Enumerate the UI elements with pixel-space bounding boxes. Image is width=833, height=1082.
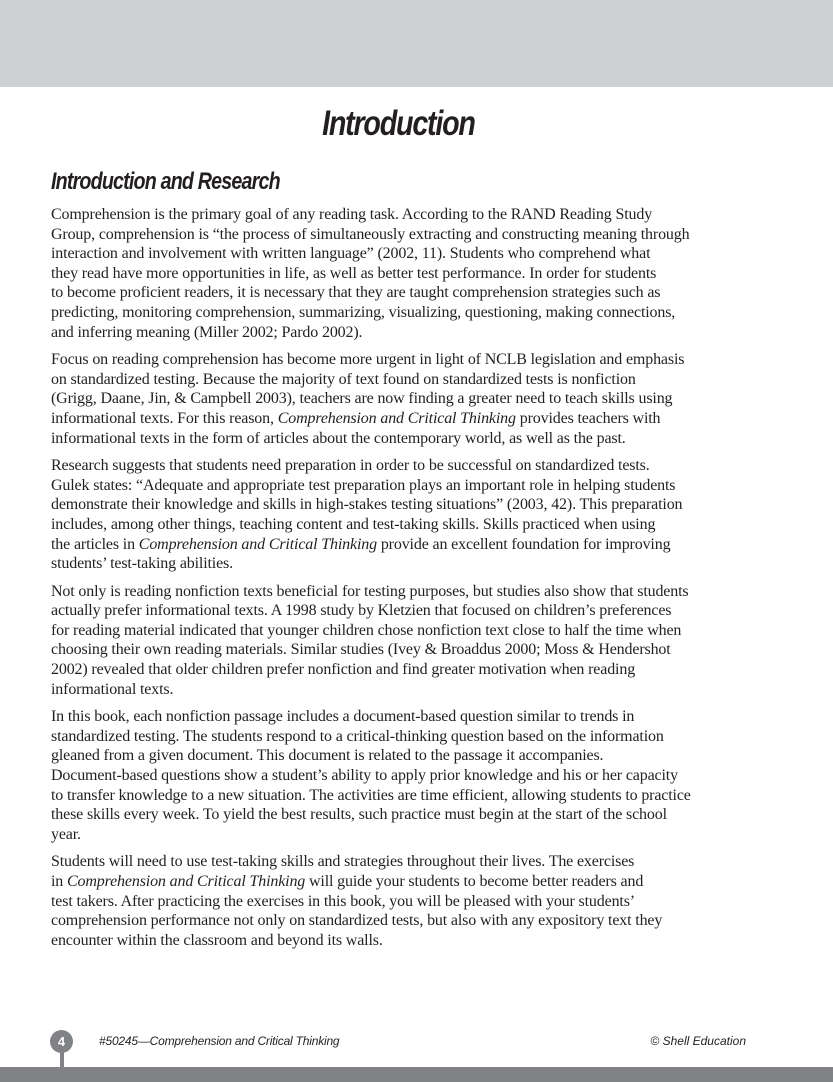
text-segment: students’ test-taking abilities. xyxy=(51,555,233,573)
text-line xyxy=(51,892,751,912)
text-line xyxy=(51,389,751,409)
text-line xyxy=(51,660,751,680)
text-segment: Not only is reading nonfiction texts beneficial for testing purposes, but studies also show that students xyxy=(51,582,689,600)
text-segment: in xyxy=(51,873,67,890)
paragraph xyxy=(51,852,751,950)
book-title-italic: Comprehension and Critical Thinking xyxy=(138,535,377,553)
text-segment: actually prefer informational texts. A 1998 study by Kletzien that focused on children’s preferences xyxy=(51,602,672,620)
text-segment: Research suggests that students need preparation in order to be successful on standardized tests. xyxy=(51,457,650,475)
text-line xyxy=(51,680,751,700)
paragraph xyxy=(51,456,751,574)
text-line xyxy=(51,872,751,892)
book-title-italic: Comprehension and Critical Thinking xyxy=(67,873,306,890)
text-line xyxy=(51,805,751,825)
text-line xyxy=(51,515,751,535)
paragraph xyxy=(51,350,751,448)
text-line xyxy=(51,746,751,766)
text-segment: provide an excellent foundation for improving xyxy=(376,535,671,553)
text-segment: interaction and involvement with written language” (2002, 11). Students who comprehend what xyxy=(51,245,651,263)
text-segment: on standardized testing. Because the majority of text found on standardized tests is nonfiction xyxy=(51,370,636,388)
text-line xyxy=(51,911,751,931)
text-line xyxy=(51,707,751,727)
header-band xyxy=(0,0,833,87)
text-segment: (Grigg, Daane, Jin, & Campbell 2003), teachers are now finding a greater need to teach skills using xyxy=(51,390,673,408)
footer-book-label: #50245—Comprehension and Critical Thinking xyxy=(99,1034,340,1048)
text-line xyxy=(51,476,751,496)
text-line xyxy=(51,640,751,660)
text-segment: they read have more opportunities in life, as well as better test performance. In order for students xyxy=(51,264,657,282)
text-segment: In this book, each nonfiction passage includes a document-based question similar to trends in xyxy=(51,708,635,726)
text-line xyxy=(51,283,751,303)
text-line xyxy=(51,554,751,574)
text-segment: Students will need to use test-taking skills and strategies throughout their lives. The exercises xyxy=(51,853,635,871)
text-segment: demonstrate their knowledge and skills in high-stakes testing situations” (2003, 42). This preparation xyxy=(51,496,683,514)
text-line xyxy=(51,786,751,806)
text-segment: includes, among other things, teaching content and test-taking skills. Skills practiced when using xyxy=(51,515,656,533)
text-line xyxy=(51,456,751,476)
footer-copyright: © Shell Education xyxy=(650,1034,746,1048)
text-segment: comprehension performance not only on standardized tests, but also with any expository text they xyxy=(51,912,663,930)
text-segment: test takers. After practicing the exercises in this book, you will be pleased with your students’ xyxy=(51,892,635,910)
text-segment: Gulek states: “Adequate and appropriate test preparation plays an important role in helping students xyxy=(51,476,676,494)
text-line xyxy=(51,429,751,449)
text-line xyxy=(51,370,751,390)
text-line xyxy=(51,825,751,845)
text-line xyxy=(51,495,751,515)
text-line xyxy=(51,727,751,747)
text-segment: provides teachers with xyxy=(515,409,661,427)
text-line xyxy=(51,931,751,951)
text-segment: informational texts. For this reason, xyxy=(51,409,278,427)
text-line xyxy=(51,766,751,786)
text-segment: Document-based questions show a student’s ability to apply prior knowledge and his or her capacity xyxy=(51,767,678,785)
text-line xyxy=(51,205,751,225)
text-line xyxy=(51,582,751,602)
text-segment: and inferring meaning (Miller 2002; Pardo 2002). xyxy=(51,323,363,341)
text-segment: for reading material indicated that younger children chose nonfiction text close to half the time when xyxy=(51,621,682,639)
text-segment: Group, comprehension is “the process of simultaneously extracting and constructing meaning through xyxy=(51,225,690,243)
text-segment: will guide your students to become better readers and xyxy=(305,873,644,890)
text-segment: 2002) revealed that older children prefer nonfiction and find greater motivation when reading xyxy=(51,661,636,679)
section-heading: Introduction and Research xyxy=(51,168,280,195)
text-line xyxy=(51,852,751,872)
text-segment: the articles in xyxy=(51,535,139,553)
text-segment: choosing their own reading materials. Similar studies (Ivey & Broaddus 2000; Moss & Hendershot xyxy=(51,641,671,659)
text-segment: standardized testing. The students respond to a critical-thinking question based on the information xyxy=(51,727,664,745)
text-segment: to become proficient readers, it is necessary that they are taught comprehension strategies such as xyxy=(51,284,661,302)
text-segment: predicting, monitoring comprehension, summarizing, visualizing, questioning, making connections, xyxy=(51,303,676,321)
text-segment: informational texts. xyxy=(51,680,174,698)
text-line xyxy=(51,601,751,621)
text-line xyxy=(51,303,751,323)
text-segment: Comprehension is the primary goal of any reading task. According to the RAND Reading Study xyxy=(51,206,653,223)
text-segment: informational texts in the form of articles about the contemporary world, as well as the past. xyxy=(51,429,626,447)
text-line xyxy=(51,409,751,429)
paragraph xyxy=(51,707,751,844)
paragraph xyxy=(51,582,751,700)
text-line xyxy=(51,323,751,343)
text-line xyxy=(51,244,751,264)
text-segment: year. xyxy=(51,825,81,843)
text-segment: gleaned from a given document. This document is related to the passage it accompanies. xyxy=(51,747,604,765)
text-segment: these skills every week. To yield the best results, such practice must begin at the start of the school xyxy=(51,806,667,824)
book-title-italic: Comprehension and Critical Thinking xyxy=(277,409,516,427)
text-line xyxy=(51,535,751,555)
text-line xyxy=(51,225,751,245)
page-number-badge: 4 xyxy=(50,1030,73,1053)
text-segment: encounter within the classroom and beyond its walls. xyxy=(51,931,383,949)
page-title: Introduction xyxy=(322,104,475,143)
body-text xyxy=(51,205,751,958)
text-line xyxy=(51,350,751,370)
text-line xyxy=(51,621,751,641)
text-segment: Focus on reading comprehension has become more urgent in light of NCLB legislation and emphasis xyxy=(51,351,685,369)
text-segment: to transfer knowledge to a new situation. The activities are time efficient, allowing students to practice xyxy=(51,786,691,804)
text-line xyxy=(51,264,751,284)
footer-bar xyxy=(0,1067,833,1082)
paragraph xyxy=(51,205,751,342)
